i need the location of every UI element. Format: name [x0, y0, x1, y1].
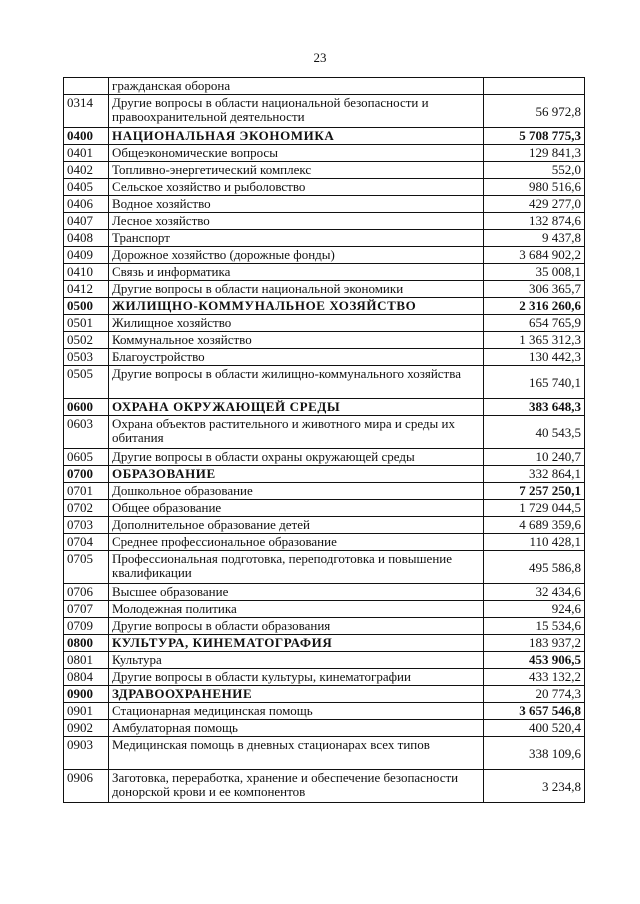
- row-sum: 1 729 044,5: [484, 500, 585, 517]
- table-row: [64, 449, 585, 466]
- row-name: Коммунальное хозяйство: [109, 332, 484, 349]
- page-number: 23: [313, 50, 327, 65]
- row-code: 0706: [64, 584, 109, 601]
- row-name: Среднее профессиональное образование: [109, 534, 484, 551]
- row-sum: 165 740,1: [484, 366, 585, 399]
- row-name: Другие вопросы в области жилищно-коммунального хозяйства: [109, 366, 484, 399]
- row-code: 0407: [64, 213, 109, 230]
- row-sum: 5 708 775,3: [484, 128, 585, 145]
- row-name: Благоустройство: [109, 349, 484, 366]
- table-row: [64, 349, 585, 366]
- row-code: [64, 78, 109, 95]
- row-code: 0501: [64, 315, 109, 332]
- row-sum: 552,0: [484, 162, 585, 179]
- row-sum: 3 657 546,8: [484, 703, 585, 720]
- row-code: 0701: [64, 483, 109, 500]
- table-row: [64, 196, 585, 213]
- row-name: Высшее образование: [109, 584, 484, 601]
- table-row: [64, 162, 585, 179]
- table-row: [64, 281, 585, 298]
- table-row: [64, 416, 585, 449]
- table-row: [64, 78, 585, 95]
- row-sum: 2 316 260,6: [484, 298, 585, 315]
- row-code: 0700: [64, 466, 109, 483]
- row-code: 0605: [64, 449, 109, 466]
- row-code: 0410: [64, 264, 109, 281]
- row-sum: [484, 78, 585, 95]
- row-code: 0402: [64, 162, 109, 179]
- row-code: 0603: [64, 416, 109, 449]
- row-sum: 306 365,7: [484, 281, 585, 298]
- row-sum: 9 437,8: [484, 230, 585, 247]
- table-row: [64, 601, 585, 618]
- row-sum: 10 240,7: [484, 449, 585, 466]
- table-row: [64, 315, 585, 332]
- row-name: Лесное хозяйство: [109, 213, 484, 230]
- budget-table: [63, 77, 585, 803]
- row-name: Охрана объектов растительного и животного мира и среды их обитания: [109, 416, 484, 449]
- table-row: [64, 686, 585, 703]
- row-sum: 495 586,8: [484, 551, 585, 584]
- table-row: [64, 466, 585, 483]
- row-name: Молодежная политика: [109, 601, 484, 618]
- row-code: 0707: [64, 601, 109, 618]
- row-sum: 110 428,1: [484, 534, 585, 551]
- table-row: [64, 635, 585, 652]
- table-row: [64, 128, 585, 145]
- row-sum: 383 648,3: [484, 399, 585, 416]
- budget-table-body: [64, 78, 585, 803]
- row-code: 0900: [64, 686, 109, 703]
- row-code: 0903: [64, 737, 109, 770]
- row-code: 0704: [64, 534, 109, 551]
- row-sum: 338 109,6: [484, 737, 585, 770]
- table-row: [64, 584, 585, 601]
- row-sum: 15 534,6: [484, 618, 585, 635]
- row-sum: 4 689 359,6: [484, 517, 585, 534]
- table-row: [64, 551, 585, 584]
- row-name: Заготовка, переработка, хранение и обеспечение безопасности донорской крови и ее компонентов: [109, 770, 484, 803]
- row-code: 0412: [64, 281, 109, 298]
- row-code: 0800: [64, 635, 109, 652]
- table-row: [64, 298, 585, 315]
- table-row: [64, 770, 585, 803]
- table-row: [64, 213, 585, 230]
- row-name: ОХРАНА ОКРУЖАЮЩЕЙ СРЕДЫ: [109, 399, 484, 416]
- table-row: [64, 230, 585, 247]
- row-sum: 433 132,2: [484, 669, 585, 686]
- row-name: Жилищное хозяйство: [109, 315, 484, 332]
- row-code: 0400: [64, 128, 109, 145]
- row-sum: 332 864,1: [484, 466, 585, 483]
- table-row: [64, 95, 585, 128]
- row-code: 0705: [64, 551, 109, 584]
- row-code: 0709: [64, 618, 109, 635]
- row-name: Культура: [109, 652, 484, 669]
- table-row: [64, 399, 585, 416]
- row-sum: 32 434,6: [484, 584, 585, 601]
- row-name: КУЛЬТУРА, КИНЕМАТОГРАФИЯ: [109, 635, 484, 652]
- row-code: 0401: [64, 145, 109, 162]
- table-row: [64, 618, 585, 635]
- row-sum: 654 765,9: [484, 315, 585, 332]
- row-sum: 129 841,3: [484, 145, 585, 162]
- row-code: 0500: [64, 298, 109, 315]
- row-sum: 400 520,4: [484, 720, 585, 737]
- row-name: Амбулаторная помощь: [109, 720, 484, 737]
- row-code: 0901: [64, 703, 109, 720]
- row-name: Сельское хозяйство и рыболовство: [109, 179, 484, 196]
- row-name: гражданская оборона: [109, 78, 484, 95]
- row-name: Другие вопросы в области образования: [109, 618, 484, 635]
- row-code: 0902: [64, 720, 109, 737]
- table-row: [64, 737, 585, 770]
- row-code: 0703: [64, 517, 109, 534]
- row-name: Дополнительное образование детей: [109, 517, 484, 534]
- table-row: [64, 332, 585, 349]
- row-code: 0906: [64, 770, 109, 803]
- row-sum: 3 234,8: [484, 770, 585, 803]
- row-name: Другие вопросы в области национальной экономики: [109, 281, 484, 298]
- row-name: Транспорт: [109, 230, 484, 247]
- table-row: [64, 703, 585, 720]
- row-code: 0801: [64, 652, 109, 669]
- table-row: [64, 534, 585, 551]
- row-code: 0502: [64, 332, 109, 349]
- table-row: [64, 669, 585, 686]
- row-name: Дошкольное образование: [109, 483, 484, 500]
- row-sum: 40 543,5: [484, 416, 585, 449]
- row-code: 0600: [64, 399, 109, 416]
- row-name: Водное хозяйство: [109, 196, 484, 213]
- row-code: 0503: [64, 349, 109, 366]
- row-sum: 3 684 902,2: [484, 247, 585, 264]
- row-code: 0314: [64, 95, 109, 128]
- row-name: ЖИЛИЩНО-КОММУНАЛЬНОЕ ХОЗЯЙСТВО: [109, 298, 484, 315]
- row-sum: 132 874,6: [484, 213, 585, 230]
- row-sum: 35 008,1: [484, 264, 585, 281]
- row-sum: 1 365 312,3: [484, 332, 585, 349]
- row-code: 0405: [64, 179, 109, 196]
- row-sum: 453 906,5: [484, 652, 585, 669]
- row-name: Другие вопросы в области национальной безопасности и правоохранительной деятельности: [109, 95, 484, 128]
- table-row: [64, 720, 585, 737]
- row-name: Общеэкономические вопросы: [109, 145, 484, 162]
- row-name: Другие вопросы в области охраны окружающей среды: [109, 449, 484, 466]
- table-row: [64, 247, 585, 264]
- row-code: 0702: [64, 500, 109, 517]
- row-sum: 56 972,8: [484, 95, 585, 128]
- row-name: Топливно-энергетический комплекс: [109, 162, 484, 179]
- row-name: Медицинская помощь в дневных стационарах всех типов: [109, 737, 484, 770]
- row-code: 0804: [64, 669, 109, 686]
- row-sum: 20 774,3: [484, 686, 585, 703]
- table-row: [64, 366, 585, 399]
- row-sum: 130 442,3: [484, 349, 585, 366]
- row-name: Другие вопросы в области культуры, кинематографии: [109, 669, 484, 686]
- table-row: [64, 145, 585, 162]
- table-row: [64, 179, 585, 196]
- row-name: Дорожное хозяйство (дорожные фонды): [109, 247, 484, 264]
- row-code: 0505: [64, 366, 109, 399]
- table-row: [64, 652, 585, 669]
- row-name: НАЦИОНАЛЬНАЯ ЭКОНОМИКА: [109, 128, 484, 145]
- row-sum: 429 277,0: [484, 196, 585, 213]
- table-row: [64, 264, 585, 281]
- row-code: 0409: [64, 247, 109, 264]
- row-code: 0406: [64, 196, 109, 213]
- table-row: [64, 500, 585, 517]
- row-name: Стационарная медицинская помощь: [109, 703, 484, 720]
- row-sum: 183 937,2: [484, 635, 585, 652]
- row-name: Профессиональная подготовка, переподготовка и повышение квалификации: [109, 551, 484, 584]
- row-sum: 924,6: [484, 601, 585, 618]
- table-row: [64, 517, 585, 534]
- row-name: ОБРАЗОВАНИЕ: [109, 466, 484, 483]
- row-name: ЗДРАВООХРАНЕНИЕ: [109, 686, 484, 703]
- row-name: Связь и информатика: [109, 264, 484, 281]
- table-row: [64, 483, 585, 500]
- row-sum: 980 516,6: [484, 179, 585, 196]
- row-code: 0408: [64, 230, 109, 247]
- row-name: Общее образование: [109, 500, 484, 517]
- row-sum: 7 257 250,1: [484, 483, 585, 500]
